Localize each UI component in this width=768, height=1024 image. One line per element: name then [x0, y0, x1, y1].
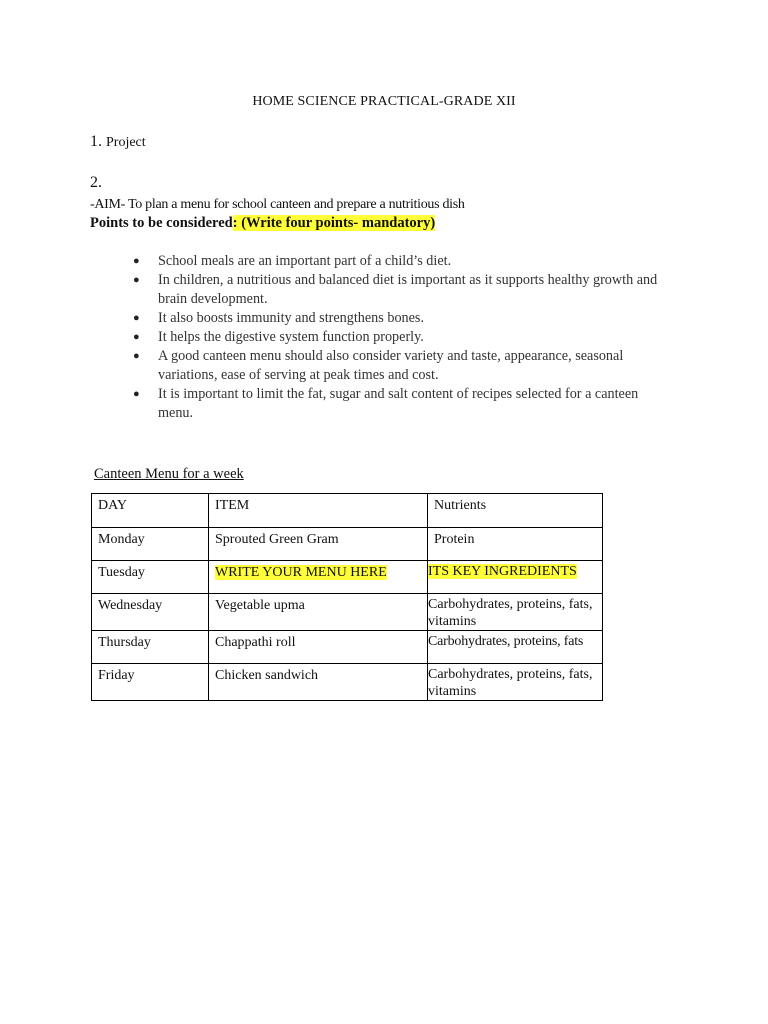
table-row — [92, 528, 603, 561]
list-item: ● School meals are an important part of a child’s diet. — [133, 253, 452, 269]
list-item: ● A good canteen menu should also consider variety and taste, appearance, seasonal variations, ease of serving at peak times and cost. — [133, 348, 624, 383]
table-cell: Friday — [92, 664, 209, 701]
item-1-label: Project — [106, 135, 146, 150]
item-1-number: 1. — [90, 133, 102, 150]
points-heading — [90, 215, 435, 232]
ingredients-placeholder-highlight: ITS KEY INGREDIENTS — [428, 564, 577, 579]
table-cell: Chicken sandwich — [209, 664, 428, 701]
table-cell: Wednesday — [92, 594, 209, 631]
menu-placeholder-highlight: WRITE YOUR MENU HERE — [215, 565, 387, 580]
table-row — [92, 631, 603, 664]
list-item: ● It helps the digestive system function properly. — [133, 329, 424, 345]
table-row — [92, 561, 603, 594]
table-cell: Protein — [428, 528, 603, 561]
bullet-icon: ● — [133, 274, 140, 286]
header-cell: Nutrients — [428, 494, 603, 528]
header-cell: ITEM — [209, 494, 428, 528]
points-list — [130, 252, 675, 423]
header-cell: DAY — [92, 494, 209, 528]
table-caption: Canteen Menu for a week — [94, 466, 244, 482]
table-row — [92, 664, 603, 701]
item-1 — [90, 133, 146, 151]
table-cell: Carbohydrates, proteins, fats, vitamins — [428, 664, 603, 701]
bullet-icon: ● — [133, 312, 140, 324]
bullet-icon: ● — [133, 350, 140, 362]
bullet-icon: ● — [133, 331, 140, 343]
table-cell — [428, 561, 603, 594]
bullet-icon: ● — [133, 255, 140, 267]
bullet-icon: ● — [133, 388, 140, 400]
points-label: Points to be considered — [90, 215, 233, 231]
table-header-row — [92, 494, 603, 528]
aim-statement: -AIM- To plan a menu for school canteen and prepare a nutritious dish — [90, 197, 465, 212]
item-2-number: 2. — [90, 174, 102, 191]
table-cell: Thursday — [92, 631, 209, 664]
table-cell: Tuesday — [92, 561, 209, 594]
canteen-menu-table — [91, 493, 603, 701]
table-cell: Vegetable upma — [209, 594, 428, 631]
table-cell: Carbohydrates, proteins, fats, vitamins — [428, 594, 603, 631]
table-cell: Sprouted Green Gram — [209, 528, 428, 561]
table-cell: Carbohydrates, proteins, fats — [428, 631, 603, 664]
document-title: HOME SCIENCE PRACTICAL-GRADE XII — [252, 94, 516, 109]
table-cell: Monday — [92, 528, 209, 561]
points-note-highlight: : (Write four points- mandatory) — [232, 215, 436, 231]
list-item: ● In children, a nutritious and balanced diet is important as it supports healthy growth and brain development. — [133, 272, 658, 307]
table-cell: Chappathi roll — [209, 631, 428, 664]
table-row — [92, 594, 603, 631]
list-item: ● It also boosts immunity and strengthens bones. — [133, 310, 424, 326]
table-cell — [209, 561, 428, 594]
list-item: ● It is important to limit the fat, sugar and salt content of recipes selected for a canteen menu. — [133, 386, 639, 421]
